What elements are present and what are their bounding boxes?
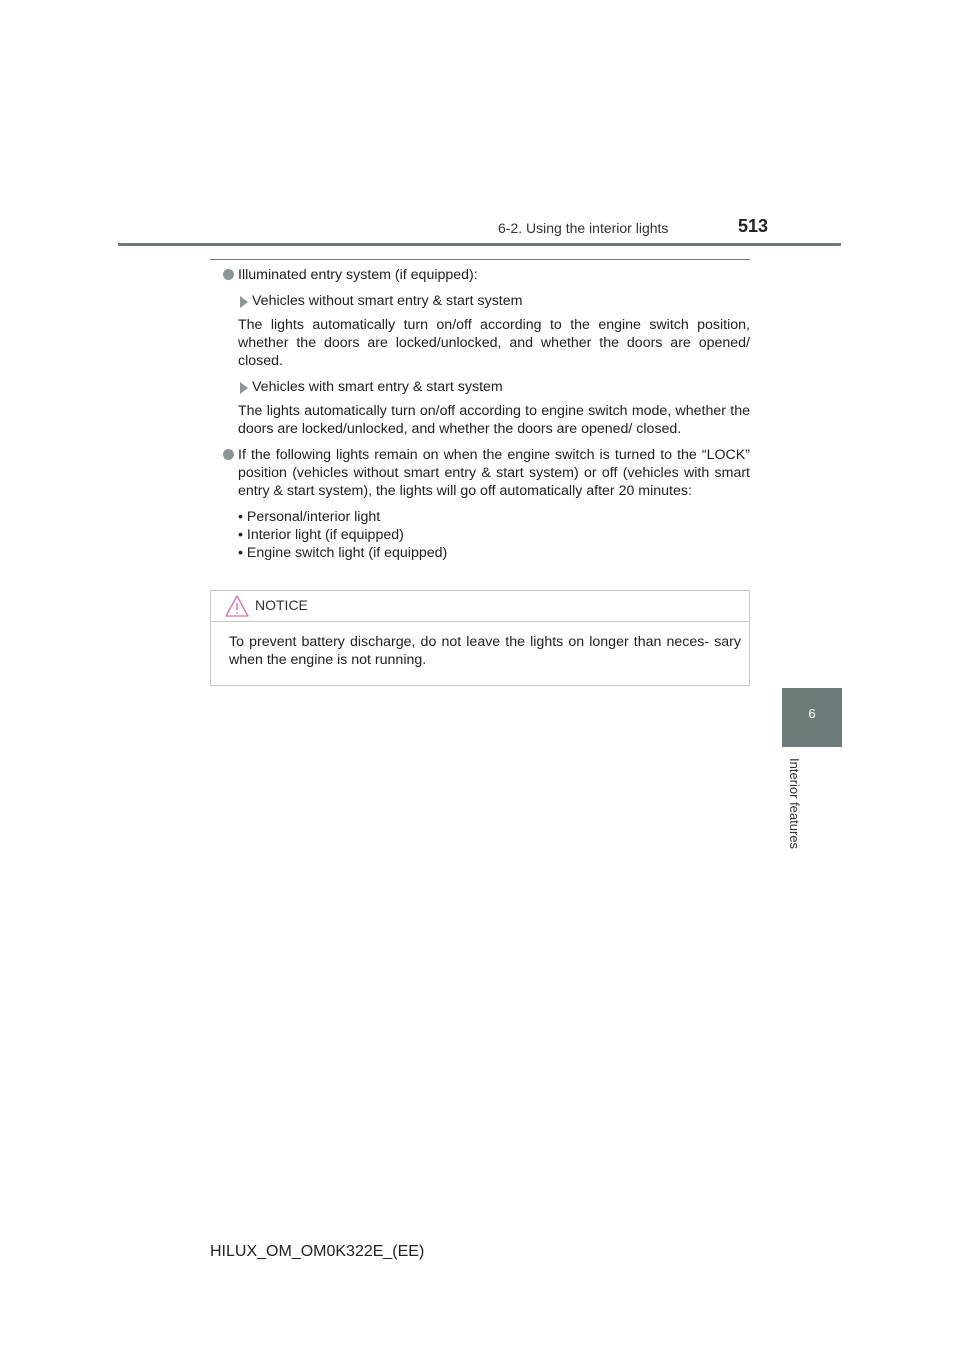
bullet-text: If the following lights remain on when the engine switch is turned to the “LOCK” position (vehicles without smart entry & start system) or off (vehicles with smart entry & start system), the lights will go off automatically after 20 minutes: (238, 447, 750, 499)
notice-label: NOTICE (255, 597, 308, 613)
triangle-right-icon (240, 296, 248, 308)
subsection-heading-text: Vehicles without smart entry & start system (252, 293, 523, 309)
subsection-heading (210, 292, 750, 310)
page-number: 513 (738, 216, 769, 236)
list-item: • Personal/interior light (238, 509, 381, 525)
section-title: 6-2. Using the interior lights (498, 220, 669, 236)
bullet-item (210, 266, 750, 284)
header-divider (118, 243, 841, 246)
subsection-heading-text: Vehicles with smart entry & start system (252, 379, 503, 395)
list-item: • Engine switch light (if equipped) (238, 545, 448, 561)
chapter-number: 6 (808, 706, 816, 721)
bullet-text: Illuminated entry system (if equipped): (238, 267, 478, 283)
bullet-dot-icon (223, 449, 234, 460)
bullet-dot-icon (223, 269, 234, 280)
subsection-heading (210, 378, 750, 396)
lights-list (210, 508, 750, 562)
subsection-text: The lights automatically turn on/off according to engine switch mode, whether the doors are locked/unlocked, and whether the doors are opened/ closed. (238, 403, 750, 437)
list-item: • Interior light (if equipped) (238, 527, 404, 543)
notice-header (211, 591, 749, 622)
content-top-divider (210, 259, 750, 260)
notice-box (210, 590, 750, 686)
main-content (210, 266, 750, 562)
bullet-item (210, 446, 750, 500)
notice-text: To prevent battery discharge, do not leave the lights on longer than neces- sary when the engine is not running. (229, 634, 741, 668)
chapter-title: Interior features (787, 758, 802, 850)
subsection-text: The lights automatically turn on/off according to the engine switch position, whether the doors are locked/unlocked, and whether the doors are opened/ closed. (238, 317, 750, 369)
document-code: HILUX_OM_OM0K322E_(EE) (210, 1243, 425, 1260)
warning-triangle-icon (225, 595, 249, 622)
chapter-tab (782, 688, 842, 747)
triangle-right-icon (240, 382, 248, 394)
